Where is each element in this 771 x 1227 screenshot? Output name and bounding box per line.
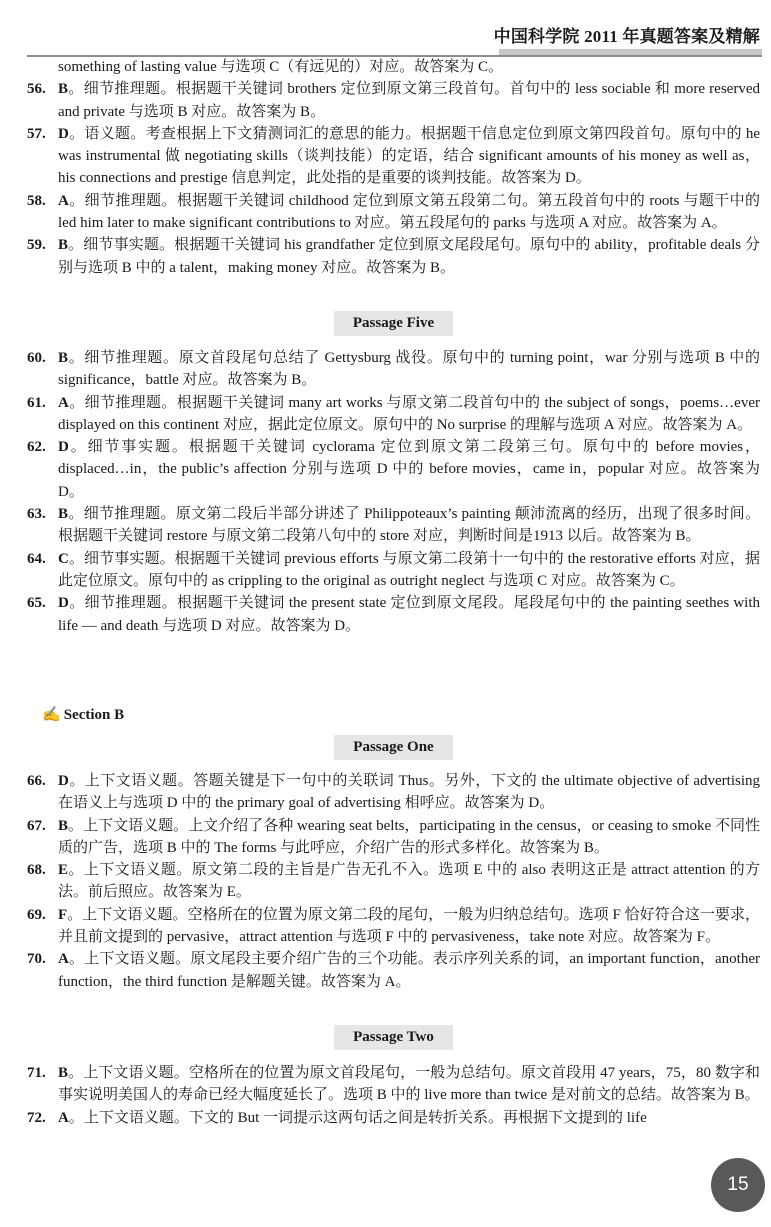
question-number: 64. <box>27 550 46 567</box>
answer-explanation <box>58 815 760 860</box>
explanation-text: 。细节事实题。根据题干关键词 his grandfather 定位到原文尾段尾句。原句中的 ability，profitable deals 分别与选项 B 中的 a talent，making money 对应。故答案为 B。 <box>58 237 760 276</box>
explanation-text: 。语义题。考查根据上下文猜测词汇的意思的能力。根据题干信息定位到原文第四段首句。原句中的 he was instrumental 做 negotiating skills（谈判技能）的定语，结合 significant amounts of his money as well as，his connections and prestige 信息判定，此处指的是重要的谈判技能。故答案为 D。 <box>58 125 760 187</box>
question-number: 57. <box>27 125 46 142</box>
explanation-text: 。上下文语义题。空格所在的位置为原文第二段的尾句，一般为归纳总结句。选项 F 恰好符合这一要求，并且前文提到的 pervasive，attract attention 与选项 F 中的 pervasiveness，take note 对应。故答案为 F。 <box>58 906 760 946</box>
section-b-heading <box>42 704 124 726</box>
explanation-text: 。上下文语义题。上文介绍了各种 wearing seat belts，participating in the census，or ceasing to smoke 不同性质的广告，选项 B 中的 The forms 与此呼应，介绍广告的形式多样化。故答案为 B。 <box>58 817 760 856</box>
answer-explanation <box>58 904 760 949</box>
answer-explanation <box>58 503 760 548</box>
question-number: 58. <box>27 192 46 209</box>
explanation-text: 。上下文语义题。原文尾段主要介绍广告的三个功能。表示序列关系的词，an important function，another function，the third function 是解题关键。故答案为 A。 <box>58 951 760 990</box>
answer-item <box>27 948 760 993</box>
question-number: 59. <box>27 237 46 254</box>
explanation-text: 。上下文语义题。答题关键是下一句中的关联词 Thus。另外，下文的 the ultimate objective of advertising 在语义上与选项 D 中的 the primary goal of advertising 相呼应。故答案为 D。 <box>58 773 760 812</box>
continuation-text: something of lasting value 与选项 C（有远见的）对应。故答案为 C。 <box>58 59 503 75</box>
explanation-text: 。上下文语义题。空格所在的位置为原文首段尾句，一般为总结句。原文首段用 47 years，75，80 数字和事实说明美国人的寿命已经大幅度延长了。选项 B 中的 live more than twice 是对前文的总结。故答案为 B。 <box>58 1065 760 1104</box>
answer-letter: C <box>58 550 69 567</box>
answer-item <box>27 234 760 279</box>
answer-explanation <box>58 1062 760 1107</box>
answer-letter: A <box>58 192 69 209</box>
explanation-text: 。细节推理题。根据题干关键词 many art works 与原文第二段首句中的 the subject of songs，poems…ever displayed on this continent 对应，据此定位原文。原句中的 No surprise 的理解与选项 A 对应。故答案为 A。 <box>58 394 760 433</box>
answer-explanation <box>58 347 760 392</box>
answer-letter: B <box>58 506 69 523</box>
explanation-text: 。细节事实题。根据题干关键词 previous efforts 与原文第二段第十一句中的 the restorative efforts 对应，据此定位原文。原句中的 as crippling to the original as outright neglect 与选项 C 对应。故答案为 C。 <box>58 550 760 589</box>
answer-explanation <box>58 190 760 235</box>
question-number: 67. <box>27 817 46 834</box>
answers-group-1 <box>27 56 760 279</box>
answer-item <box>27 123 760 190</box>
answer-item <box>27 770 760 815</box>
answer-explanation <box>58 548 760 593</box>
answer-item <box>27 190 760 235</box>
answer-item <box>27 1107 760 1129</box>
explanation-text: 。细节推理题。根据题干关键词 brothers 定位到原文第三段首句。首句中的 less sociable 和 more reserved and private 与选项 B 对应。故答案为 B。 <box>58 81 760 120</box>
passage-one-heading: Passage One <box>334 735 453 760</box>
answer-explanation <box>58 78 760 123</box>
explanation-text: 。细节推理题。根据题干关键词 childhood 定位到原文第五段第二句。第五段首句中的 roots 与题干中的 led him later to make significant contributions to 对应。第五段尾句的 parks 与选项 A 对应。故答案为 A。 <box>58 192 760 232</box>
question-number: 72. <box>27 1109 46 1126</box>
answer-letter: A <box>58 951 69 968</box>
answer-letter: F <box>58 906 68 923</box>
answer-explanation <box>58 1107 760 1129</box>
answer-explanation <box>58 436 760 503</box>
answer-item <box>27 904 760 949</box>
answer-explanation <box>58 859 760 904</box>
explanation-text: 。细节推理题。原文首段尾句总结了 Gettysburg 战役。原句中的 turning point，war 分别与选项 B 中的 significance，battle 对应。故答案为 B。 <box>58 350 760 389</box>
passage-two-heading: Passage Two <box>334 1025 453 1050</box>
answer-explanation <box>58 770 760 815</box>
answer-explanation <box>58 234 760 279</box>
answer-letter: B <box>58 817 69 834</box>
explanation-text: 。上下文语义题。原文第二段的主旨是广告无孔不入。选项 E 中的 also 表明这正是 attract attention 的方法。前后照应。故答案为 E。 <box>58 862 760 901</box>
explanation-text: 。上下文语义题。下文的 But 一词提示这两句话之间是转折关系。再根据下文提到的 life <box>68 1109 647 1126</box>
question-number: 70. <box>27 951 46 968</box>
question-number: 63. <box>27 506 46 523</box>
question-number: 68. <box>27 862 46 879</box>
answer-explanation <box>58 592 760 637</box>
explanation-text: 。细节推理题。原文第二段后半部分讲述了 Philippoteaux’s painting 颠沛流离的经历，出现了很多时间。根据题干关键词 restore 与原文第二段第八句中的 store 对应，判断时间是1913 以后。故答案为 B。 <box>58 506 760 545</box>
answer-letter: B <box>58 350 69 366</box>
answer-explanation <box>58 948 760 993</box>
answer-item <box>27 503 760 548</box>
answer-item <box>27 78 760 123</box>
answer-letter: D <box>58 125 69 142</box>
answer-letter: A <box>58 394 69 411</box>
answers-group-4 <box>27 1062 760 1129</box>
question-number: 56. <box>27 81 46 98</box>
answer-explanation <box>58 123 760 190</box>
answers-group-3 <box>27 770 760 993</box>
question-number: 66. <box>27 773 46 789</box>
answer-letter: D <box>58 773 69 789</box>
question-number: 65. <box>27 595 46 612</box>
answer-item <box>27 815 760 860</box>
answers-group-2 <box>27 347 760 637</box>
answer-letter: B <box>58 237 69 254</box>
running-header-title: 中国科学院 2011 年真题答案及精解 <box>493 27 760 46</box>
page-number-badge: 15 <box>711 1158 765 1212</box>
answer-letter: B <box>58 1065 69 1081</box>
answer-explanation <box>58 392 760 437</box>
answer-item <box>27 548 760 593</box>
passage-five-heading: Passage Five <box>334 311 453 336</box>
answer-item <box>27 1062 760 1107</box>
answer-letter: E <box>58 862 69 879</box>
answer-letter: D <box>58 595 69 612</box>
answer-item <box>27 859 760 904</box>
answer-letter: D <box>58 439 69 456</box>
question-number: 60. <box>27 350 46 366</box>
question-number: 71. <box>27 1065 46 1081</box>
question-number: 61. <box>27 394 46 411</box>
section-b-label: Section B <box>63 707 125 723</box>
explanation-text: 。细节推理题。根据题干关键词 the present state 定位到原文尾段。尾段尾句中的 the painting seethes with life — and death 与选项 D 对应。故答案为 D。 <box>58 595 760 634</box>
answer-letter: B <box>58 81 69 98</box>
answer-item <box>27 392 760 437</box>
explanation-text: 。细节事实题。根据题干关键词 cyclorama 定位到原文第二段第三句。原句中的 before movies，displaced…in，the public’s affection 分别与选项 D 中的 before movies，came in，popular 对应。故答案为 D。 <box>58 439 760 500</box>
answer-letter: A <box>58 1109 69 1126</box>
answer-item <box>27 592 760 637</box>
pointing-hand-icon: ✍ <box>42 707 61 723</box>
answer-item <box>27 436 760 503</box>
question-number: 62. <box>27 439 46 456</box>
question-number: 69. <box>27 906 46 923</box>
answer-item <box>27 347 760 392</box>
